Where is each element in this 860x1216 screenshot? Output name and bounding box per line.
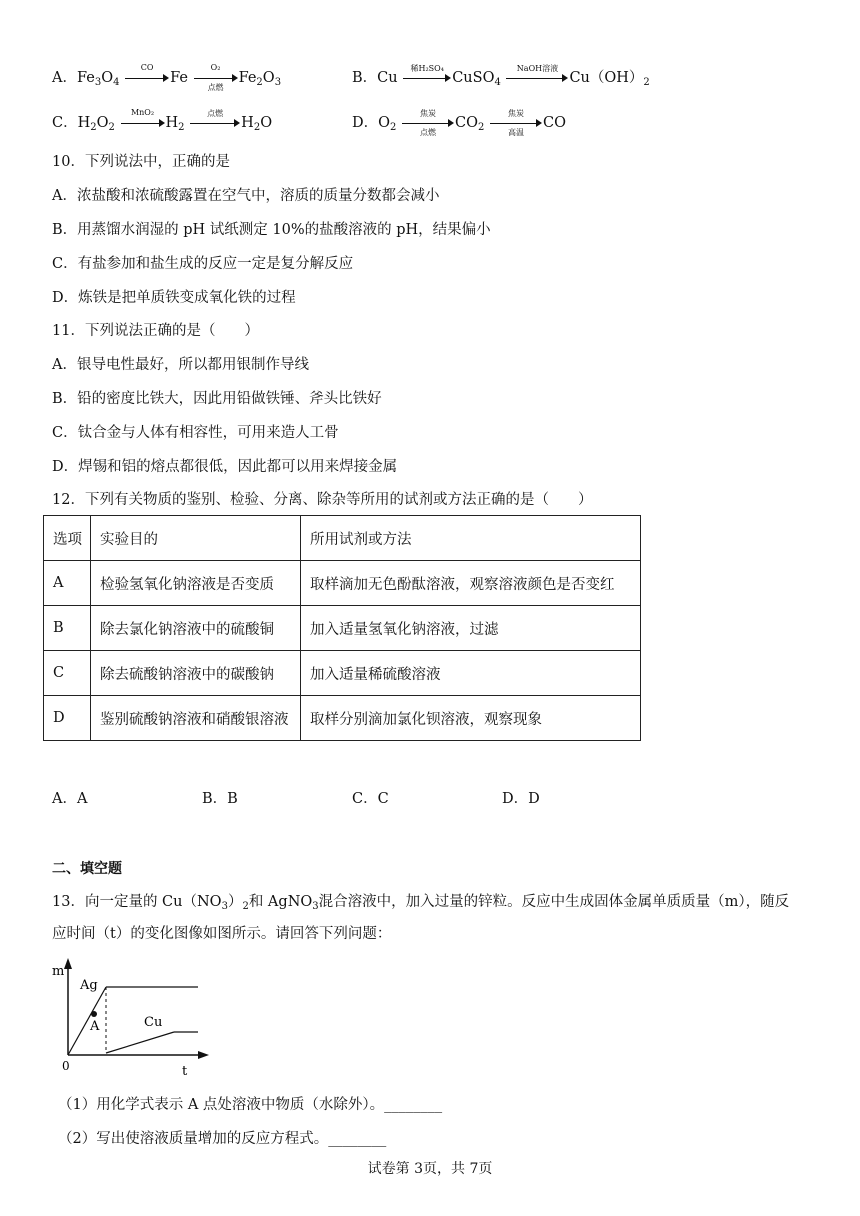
- table-cell: 除去氯化钠溶液中的硫酸铜: [91, 606, 301, 651]
- point-a: [91, 1011, 97, 1017]
- q12-stem: 12．下列有关物质的鉴别、检验、分离、除杂等所用的试剂或方法正确的是（ ）: [52, 492, 593, 508]
- reaction-arrow: O₂ 点燃: [194, 71, 238, 85]
- reaction-arrow: MnO₂: [121, 116, 165, 130]
- section-title: 二、填空题: [52, 861, 122, 877]
- q12-answer-d: D．D: [502, 791, 540, 807]
- table-cell: 加入适量稀硫酸溶液: [301, 651, 641, 696]
- table-row: [44, 696, 641, 741]
- q11-option-a: A．银导电性最好，所以都用银制作导线: [52, 357, 309, 373]
- x-axis-arrow-icon: [198, 1051, 209, 1059]
- table-cell: 检验氢氧化钠溶液是否变质: [91, 561, 301, 606]
- q13-stem-line1: 13．向一定量的 $Cu(NO_3)_2$和 AgNO$_3$混合溶液中，加入过量的锌粒。反应中生成固体金属单质质量（m），随反: [52, 894, 790, 912]
- table-cell: 加入适量氢氧化钠溶液，过滤: [301, 606, 641, 651]
- reaction-arrow: CO: [125, 71, 169, 85]
- table-header-cell: 选项: [44, 516, 91, 561]
- table-cell: A: [44, 561, 91, 606]
- page-footer: 试卷第 3页，共 7页: [367, 1161, 493, 1177]
- reaction-arrow: NaOH溶液: [506, 71, 568, 85]
- table-cell: 取样分别滴加氯化钡溶液，观察现象: [301, 696, 641, 741]
- cu-label: Cu: [144, 1015, 163, 1030]
- q9-option-b: B．Cu 稀H₂SO₄ CuSO$_4$ NaOH溶液 $Cu(OH)_2$: [352, 64, 650, 88]
- q10-option-b: B．用蒸馏水润湿的 pH 试纸测定 10%的盐酸溶液的 pH，结果偏小: [52, 222, 491, 238]
- reaction-arrow: 点燃: [190, 116, 240, 130]
- cu-rise-line: [106, 1032, 174, 1053]
- ag-label: Ag: [80, 978, 98, 993]
- reaction-arrow: 焦炭 高温: [490, 116, 542, 130]
- q12-table: [43, 515, 641, 741]
- reaction-arrow: 稀H₂SO₄: [403, 71, 451, 85]
- y-axis-label: m: [52, 964, 65, 979]
- q10-option-d: D．炼铁是把单质铁变成氧化铁的过程: [52, 290, 296, 306]
- origin-label: 0: [62, 1059, 70, 1073]
- table-header-cell: 实验目的: [91, 516, 301, 561]
- ag-rise-line: [68, 987, 106, 1055]
- q13-sub1: （1）用化学式表示 A 点处溶液中物质（水除外）。________: [58, 1097, 443, 1113]
- q10-option-a: A．浓盐酸和浓硫酸露置在空气中，溶质的质量分数都会减小: [52, 188, 440, 204]
- q13-stem-line2: 应时间（t）的变化图像如图所示。请回答下列问题：: [52, 926, 392, 942]
- table-header-cell: 所用试剂或方法: [301, 516, 641, 561]
- table-header-row: [44, 516, 641, 561]
- q10-option-c: C．有盐参加和盐生成的反应一定是复分解反应: [52, 256, 354, 272]
- mass-time-graph: [48, 955, 218, 1080]
- q11-stem: 11．下列说法正确的是（ ）: [52, 323, 259, 339]
- table-cell: B: [44, 606, 91, 651]
- table-cell: C: [44, 651, 91, 696]
- table-cell: 取样滴加无色酚酞溶液，观察溶液颜色是否变红: [301, 561, 641, 606]
- q11-option-c: C．钛合金与人体有相容性，可用来造人工骨: [52, 425, 339, 441]
- point-a-label: A: [90, 1019, 100, 1034]
- q12-answer-b: B．B: [202, 791, 238, 807]
- table-row: [44, 651, 641, 696]
- q13-sub2: （2）写出使溶液质量增加的反应方程式。________: [58, 1131, 387, 1147]
- q9-option-a: A．$Fe_3O_4$ CO Fe O₂ 点燃 $Fe_2O_3$: [52, 63, 282, 92]
- q10-stem: 10．下列说法中，正确的是: [52, 154, 230, 170]
- table-cell: 鉴别硫酸钠溶液和硝酸银溶液: [91, 696, 301, 741]
- q11-option-d: D．焊锡和铝的熔点都很低，因此都可以用来焊接金属: [52, 459, 398, 475]
- table-cell: 除去硫酸钠溶液中的碳酸钠: [91, 651, 301, 696]
- table-row: [44, 606, 641, 651]
- x-axis-label: t: [182, 1064, 188, 1079]
- q12-answer-c: C．C: [352, 791, 389, 807]
- reaction-arrow: 焦炭 点燃: [402, 116, 454, 130]
- table-cell: D: [44, 696, 91, 741]
- q12-answer-a: A．A: [52, 791, 88, 807]
- q9-option-d: D．$O_2$ 焦炭 点燃 $CO_2$ 焦炭 高温 CO: [352, 109, 566, 137]
- y-axis-arrow-icon: [64, 958, 72, 969]
- table-row: [44, 561, 641, 606]
- q9-option-c: C．$H_2O_2$ MnO₂ $H_2$ 点燃 $H_2O$: [52, 108, 273, 133]
- q11-option-b: B．铅的密度比铁大，因此用铅做铁锤、斧头比铁好: [52, 391, 382, 407]
